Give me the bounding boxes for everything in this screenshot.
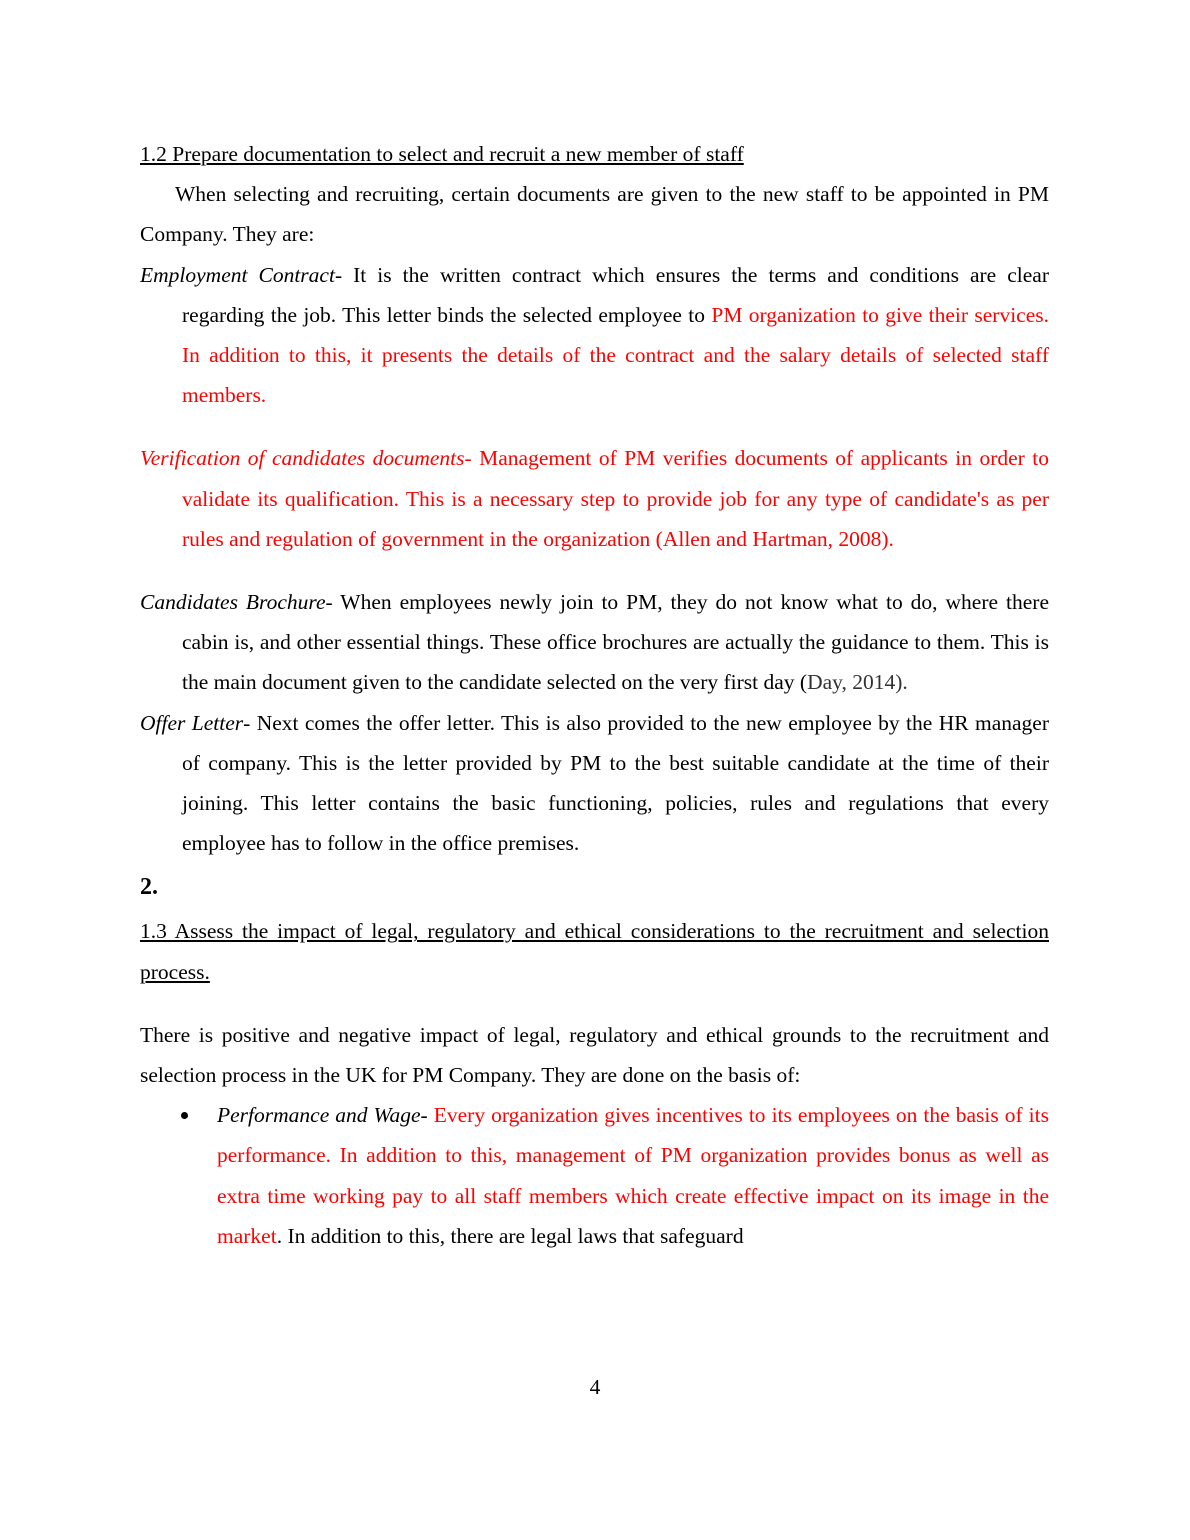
item-text-end: ).	[895, 670, 908, 695]
list-item	[140, 1095, 1049, 1256]
item-term: Offer Letter	[140, 710, 244, 735]
document-page	[140, 134, 1049, 1256]
bullet-dot-icon	[181, 1112, 188, 1119]
section-1-2-heading: 1.2 Prepare documentation to select and recruit a new member of staff	[140, 142, 744, 166]
page-number: 4	[589, 1375, 601, 1399]
section-1-3-intro: There is positive and negative impact of legal, regulatory and ethical grounds to the recruitment and selection process in the UK for PM Company. They are done on the basis of:	[140, 1022, 1049, 1088]
item-term: Employment Contract	[140, 262, 335, 287]
item-text: - Next comes the offer letter. This is also provided to the new employee by the HR manager of company. This is the letter provided by PM to the best suitable candidate at the time of their joining. This letter contains the basic functioning, policies, rules and regulations that every employee has to follow in the office premises.	[182, 710, 1049, 856]
item-term: Verification of candidates documents-	[140, 446, 472, 471]
bullet-list	[140, 1095, 1049, 1256]
item-text: It is the written contract which ensures the terms and conditions are clear regarding the job. This letter binds the selected employee to	[182, 262, 1049, 327]
section-1-2-intro: When selecting and recruiting, certain documents are given to the new staff to be appointed in PM Company. They are:	[140, 182, 1049, 247]
item-text: . In addition to this, there are legal laws that safeguard	[276, 1223, 744, 1248]
item-employment-contract	[140, 255, 1049, 416]
item-text-highlight: Every organization gives incentives to its employees on the basis of its performance. In addition to this, management of PM organization provides bonus as well as extra time working pay to all staff members which create effective impact on its image in the market	[217, 1103, 1049, 1248]
section-1-3-heading: 1.3 Assess the impact of legal, regulatory and ethical considerations to the recruitment and selection process.	[140, 919, 1049, 984]
item-citation: Day, 2014	[807, 670, 896, 695]
item-text-highlight: PM organization to give their services. In addition to this, it presents the details of the contract and the salary details of selected staff members.	[182, 302, 1049, 408]
item-offer-letter	[140, 703, 1049, 864]
item-candidates-brochure	[140, 582, 1049, 703]
item-text: - When employees newly join to PM, they do not know what to do, where there cabin is, and other essential things. These office brochures are actually the guidance to them. This is the main document given to the candidate selected on the very first day (	[182, 590, 1049, 695]
item-text-highlight: Management of PM verifies documents of applicants in order to validate its qualification. This is a necessary step to provide job for any type of candidate's as per rules and regulation of government in the organization (Allen and Hartman, 2008).	[182, 446, 1049, 551]
item-verification	[140, 438, 1049, 559]
item-term: Candidates Brochure	[140, 590, 326, 615]
section-number: 2.	[140, 874, 158, 901]
item-term: Performance and Wage-	[217, 1103, 428, 1128]
item-dash: -	[334, 262, 354, 287]
